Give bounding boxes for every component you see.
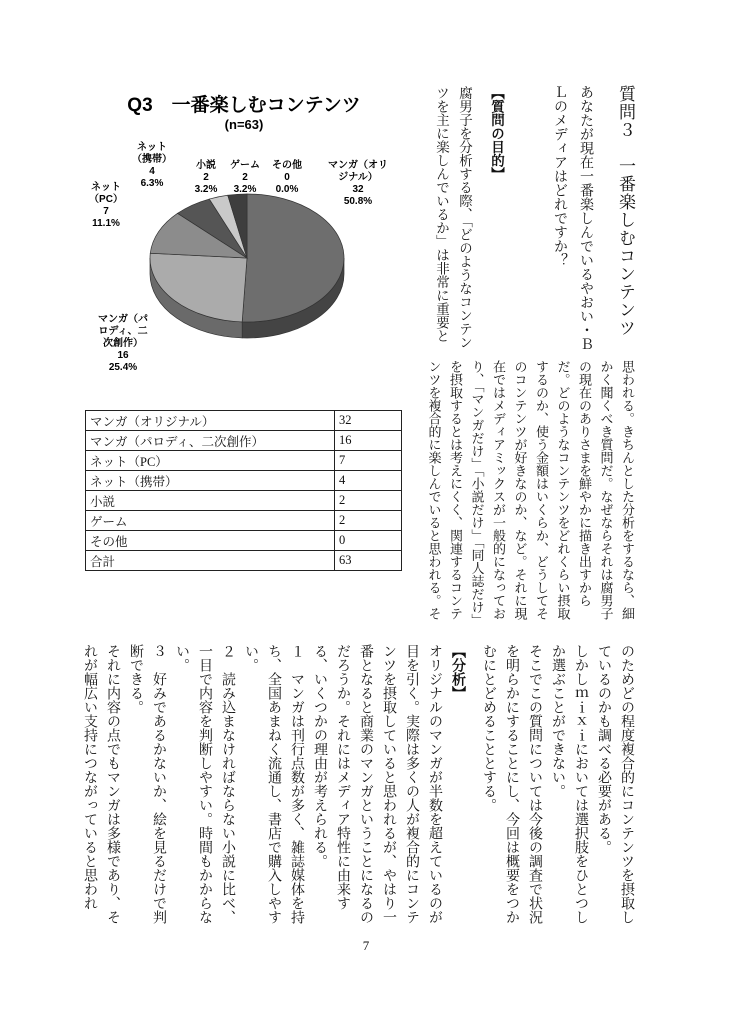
table-cell-label: マンガ（オリジナル） bbox=[86, 411, 335, 431]
chart-label-percent: 50.8% bbox=[343, 196, 373, 207]
purpose-continuation bbox=[416, 360, 638, 630]
chart-label-manga-parody bbox=[94, 314, 152, 374]
chart-label-net-mobile bbox=[128, 142, 176, 190]
chart-label-percent: 0.0% bbox=[275, 184, 299, 195]
table-row bbox=[86, 471, 402, 491]
chart-title: Q3 一番楽しむコンテンツ bbox=[127, 95, 361, 116]
table-cell-value: 2 bbox=[335, 511, 402, 531]
chart-label-name: 小説 bbox=[196, 160, 216, 171]
table-cell-label: ネット（携帯） bbox=[86, 471, 335, 491]
table-cell-value: 63 bbox=[335, 551, 402, 571]
table-cell-value: 7 bbox=[335, 451, 402, 471]
table-row bbox=[86, 431, 402, 451]
chart-label-name: ネット（PC） bbox=[89, 182, 123, 205]
table-cell-value: 16 bbox=[335, 431, 402, 451]
purpose-paragraph: 腐男子を分析する際、「どのようなコンテンツを主に楽しんでいるか」は非常に重要と bbox=[434, 86, 472, 350]
chart-label-game bbox=[224, 160, 266, 196]
results-table bbox=[85, 410, 402, 571]
chart-label-manga-original bbox=[328, 160, 388, 208]
chart-label-name: ネット（携帯） bbox=[132, 142, 172, 165]
purpose-paragraph: 思われる。きちんとした分析をするなら、細かく聞くべき質問だ。なぜならそれは腐男子の現在のありさまを鮮やかに描き出すからだ。どのようなコンテンツをどれくらい摂取するのか、使う金額はいくらか、どうしてそのコンテンツが好きなのか、など。それに現在ではメディアミックスが一般的になっており、「マンガだけ」「小説だけ」「同人誌だけ」を摂取するとは考えにくく、関連するコンテンツを複合的に楽しんでいると思われる。そ bbox=[426, 360, 635, 627]
chart-label-name: ゲーム bbox=[230, 160, 260, 171]
table-cell-label: ネット（PC） bbox=[86, 451, 335, 471]
table-cell-value: 32 bbox=[335, 411, 402, 431]
analysis-list-item: ３ 好みであるかないか、絵を見るだけで判断できる。 bbox=[128, 644, 166, 924]
chart-label-percent: 3.2% bbox=[194, 184, 218, 195]
table-row bbox=[86, 411, 402, 431]
body-text-bottom bbox=[78, 644, 638, 934]
chart-label-percent: 25.4% bbox=[108, 362, 138, 373]
chart-label-percent: 6.3% bbox=[140, 178, 164, 189]
table-row bbox=[86, 511, 402, 531]
table-cell-label: 小説 bbox=[86, 491, 335, 511]
section-title: 質問３ 一番楽しむコンテンツ bbox=[616, 85, 635, 337]
purpose-section bbox=[418, 86, 508, 354]
table-cell-value: 2 bbox=[335, 491, 402, 511]
purpose-paragraph: しかしｍｉｘｉにおいては選択肢をひとつしか選ぶことができない。 bbox=[550, 644, 588, 924]
chart-subtitle: (n=63) bbox=[224, 117, 264, 132]
table-cell-label: その他 bbox=[86, 531, 335, 551]
table-cell-label: マンガ（パロディ、二次創作） bbox=[86, 431, 335, 451]
question-text: あなたが現在一番楽しんでいるやおい・ＢＬのメディアはどれですか？ bbox=[552, 85, 593, 351]
analysis-list-item: １ マンガは刊行点数が多く、雑誌媒体を持ち、全国あまねく流通し、書店で購入しやすい。 bbox=[243, 644, 304, 924]
chart-label-net-pc bbox=[82, 182, 130, 230]
table-row-total bbox=[86, 551, 402, 571]
chart-label-name: マンガ（パロディ、二次創作） bbox=[98, 314, 148, 349]
purpose-paragraph: のためどの程度複合的にコンテンツを摂取しているのかも調べる必要がある。 bbox=[596, 644, 634, 924]
table-cell-label: 合計 bbox=[86, 551, 335, 571]
chart-label-value: 0 bbox=[284, 172, 290, 183]
chart-label-percent: 11.1% bbox=[92, 218, 120, 229]
analysis-paragraph: オリジナルのマンガが半数を超えているのが目を引く。実際は多くの人が複合的にコンテンツを摂取していると思われるが、やはり一番となると商業のマンガということになるのだろうか。それにはメディア特性に由来する、いくつかの理由が考えられる。 bbox=[312, 644, 442, 924]
chart-label-percent: 3.2% bbox=[233, 184, 257, 195]
table-row bbox=[86, 451, 402, 471]
table-row bbox=[86, 531, 402, 551]
chart-label-name: その他 bbox=[272, 160, 302, 171]
table-row bbox=[86, 491, 402, 511]
chart-label-novel bbox=[188, 160, 224, 196]
chart-label-value: 2 bbox=[242, 172, 248, 183]
table-cell-value: 4 bbox=[335, 471, 402, 491]
purpose-heading: 【質問の目的】 bbox=[489, 86, 504, 181]
analysis-paragraph: それに内容の点でもマンガは多様であり、それが幅広い支持につながっていると思われ bbox=[82, 644, 120, 924]
page-number: 7 bbox=[362, 938, 370, 953]
chart-label-value: 4 bbox=[149, 166, 155, 177]
chart-label-value: 2 bbox=[203, 172, 209, 183]
chart-label-other bbox=[264, 160, 310, 196]
chart-label-name: マンガ（オリジナル） bbox=[328, 160, 388, 183]
analysis-heading: 【分析】 bbox=[450, 644, 465, 700]
purpose-paragraph: そこでこの質問については今後の調査で状況を明らかにすることにし、今回は概要をつかむにとどめることとする。 bbox=[481, 644, 542, 924]
question-header bbox=[526, 85, 640, 359]
chart-label-value: 32 bbox=[352, 184, 364, 195]
pie-chart-figure bbox=[78, 86, 410, 396]
chart-label-value: 7 bbox=[103, 206, 109, 217]
table-cell-value: 0 bbox=[335, 531, 402, 551]
chart-label-value: 16 bbox=[117, 350, 129, 361]
analysis-list-item: ２ 読み込まなければならない小説に比べ、一目で内容を判断しやすい。時間もかからない。 bbox=[174, 644, 235, 924]
table-cell-label: ゲーム bbox=[86, 511, 335, 531]
